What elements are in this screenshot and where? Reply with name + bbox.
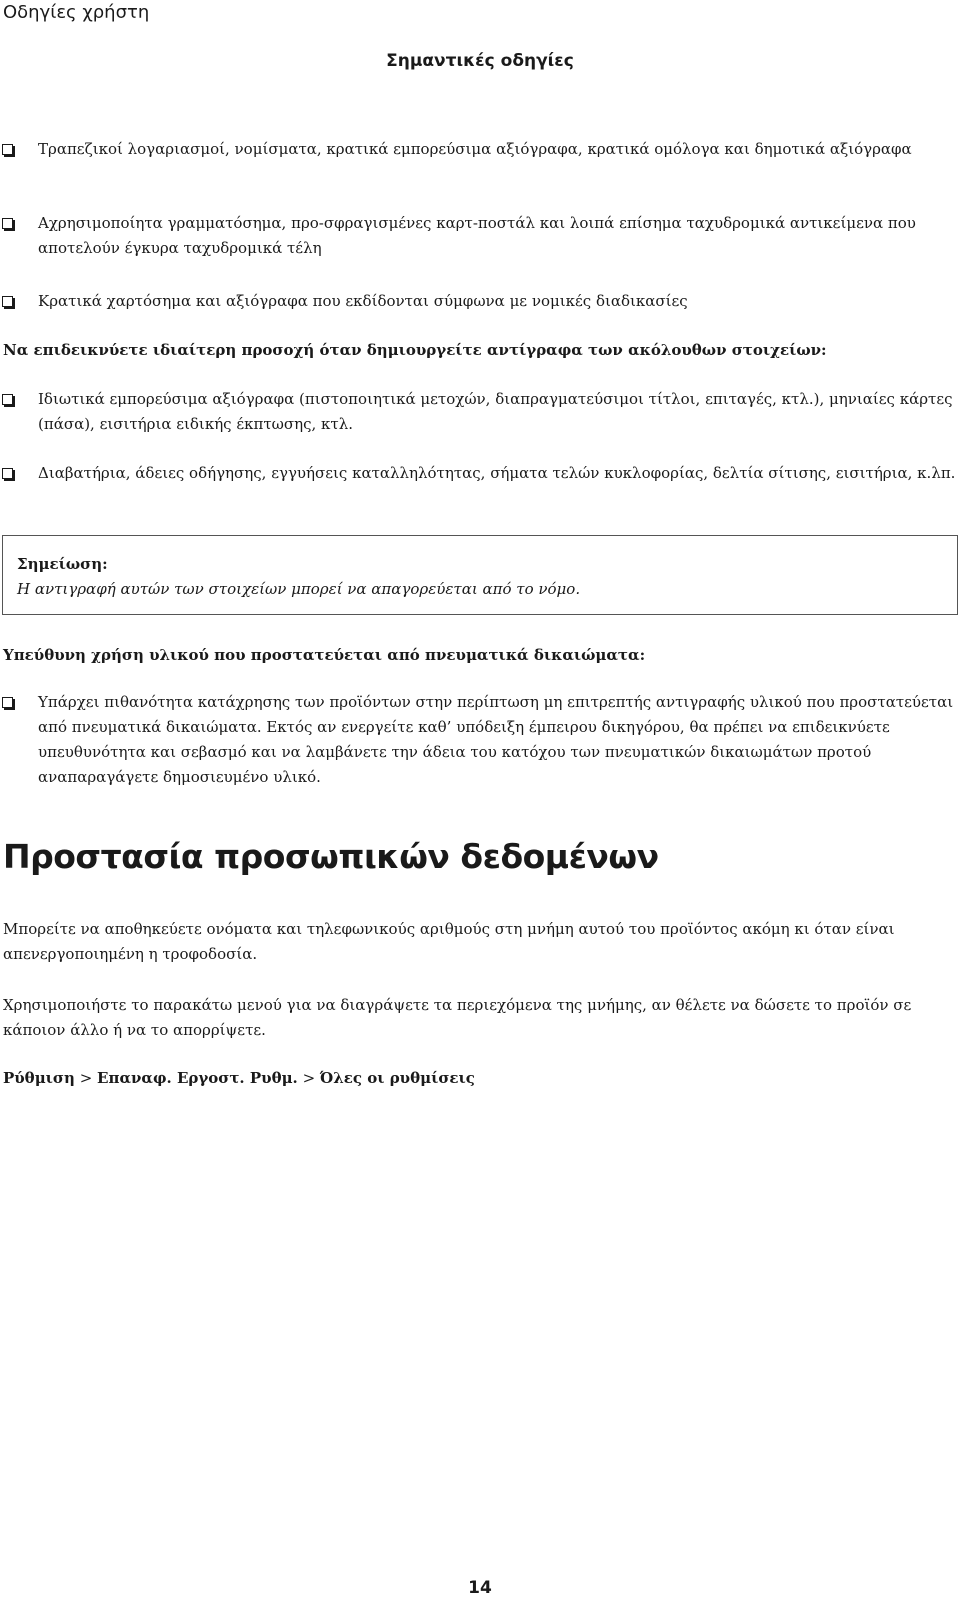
list-item-text: Διαβατήρια, άδειες οδήγησης, εγγυήσεις καταλληλότητας, σήματα τελών κυκλοφορίας, δελτία σίτισης, εισιτήρια, κ.λπ.	[38, 464, 956, 482]
list-item-text: Κρατικά χαρτόσημα και αξιόγραφα που εκδίδονται σύμφωνα με νομικές διαδικασίες	[38, 292, 688, 310]
list-item	[0, 461, 958, 486]
list-item-text: Τραπεζικοί λογαριασμοί, νομίσματα, κρατικά εμπορεύσιμα αξιόγραφα, κρατικά ομόλογα και δημοτικά αξιόγραφα	[38, 140, 912, 158]
list-item-text: Υπάρχει πιθανότητα κατάχρησης των προϊόντων στην περίπτωση μη επιτρεπτής αντιγραφής υλικού που προστατεύεται από πνευματικά δικαιώματα. Εκτός αν ενεργείτε καθ’ υπόδειξη έμπειρου δικηγόρου, θα πρέπει να επιδεικνύετε υπευθυνότητα και σεβασμό και να λαμβάνετε την άδεια του κατόχου των πνευματικών δικαιωμάτων προτού αναπαραγάγετε δημοσιευμένο υλικό.	[38, 693, 954, 786]
checkbox-bullet-icon	[2, 468, 13, 479]
note-label: Σημείωση:	[17, 555, 108, 573]
copyright-heading: Υπεύθυνη χρήση υλικού που προστατεύεται από πνευματικά δικαιώματα:	[3, 646, 646, 664]
list-item	[0, 690, 958, 790]
note-box	[2, 535, 958, 615]
privacy-heading: Προστασία προσωπικών δεδομένων	[3, 837, 659, 876]
menu-path-step-all-settings: Όλες οι ρυθμίσεις	[319, 1069, 475, 1087]
checkbox-bullet-icon	[2, 697, 13, 708]
checkbox-bullet-icon	[2, 144, 13, 155]
privacy-paragraph-2: Χρησιμοποιήστε το παρακάτω μενού για να διαγράψετε τα περιεχόμενα της μνήμης, αν θέλετε να δώσετε το προϊόν σε κάποιον άλλο ή να το απορρίψετε.	[3, 996, 912, 1039]
page-header-title: Οδηγίες χρήστη	[3, 2, 150, 23]
menu-path-step-factory-reset: Επαναφ. Εργοστ. Ρυθμ.	[97, 1069, 298, 1087]
checkbox-bullet-icon	[2, 394, 13, 405]
menu-path-step-settings: Ρύθμιση	[3, 1069, 75, 1087]
menu-path	[3, 1066, 475, 1091]
important-instructions-heading: Σημαντικές οδηγίες	[386, 51, 574, 71]
privacy-paragraph-1: Μπορείτε να αποθηκεύετε ονόματα και τηλεφωνικούς αριθμούς στη μνήμη αυτού του προϊόντος ακόμη κι όταν είναι απενεργοποιημένη η τροφοδοσία.	[3, 920, 895, 963]
list-item-text: Ιδιωτικά εμπορεύσιμα αξιόγραφα (πιστοποιητικά μετοχών, διαπραγματεύσιμοι τίτλοι, επιταγές, κτλ.), μηνιαίες κάρτες (πάσα), εισιτήρια ειδικής έκπτωσης, κτλ.	[38, 390, 953, 433]
checkbox-bullet-icon	[2, 296, 13, 307]
list-item	[0, 211, 958, 261]
list-item-text: Αχρησιμοποίητα γραμματόσημα, προ-σφραγισμένες καρτ-ποστάλ και λοιπά επίσημα ταχυδρομικά αντικείμενα που αποτελούν έγκυρα ταχυδρομικά τέλη	[38, 214, 916, 257]
menu-path-separator: >	[302, 1069, 316, 1087]
checkbox-bullet-icon	[2, 218, 13, 229]
list-item	[0, 137, 958, 162]
list-item	[0, 289, 958, 314]
caution-heading: Να επιδεικνύετε ιδιαίτερη προσοχή όταν δημιουργείτε αντίγραφα των ακόλουθων στοιχείων:	[3, 341, 827, 359]
menu-path-separator: >	[79, 1069, 93, 1087]
list-item	[0, 387, 958, 437]
note-text: Η αντιγραφή αυτών των στοιχείων μπορεί να απαγορεύεται από το νόμο.	[17, 580, 581, 598]
page-number: 14	[468, 1578, 492, 1598]
